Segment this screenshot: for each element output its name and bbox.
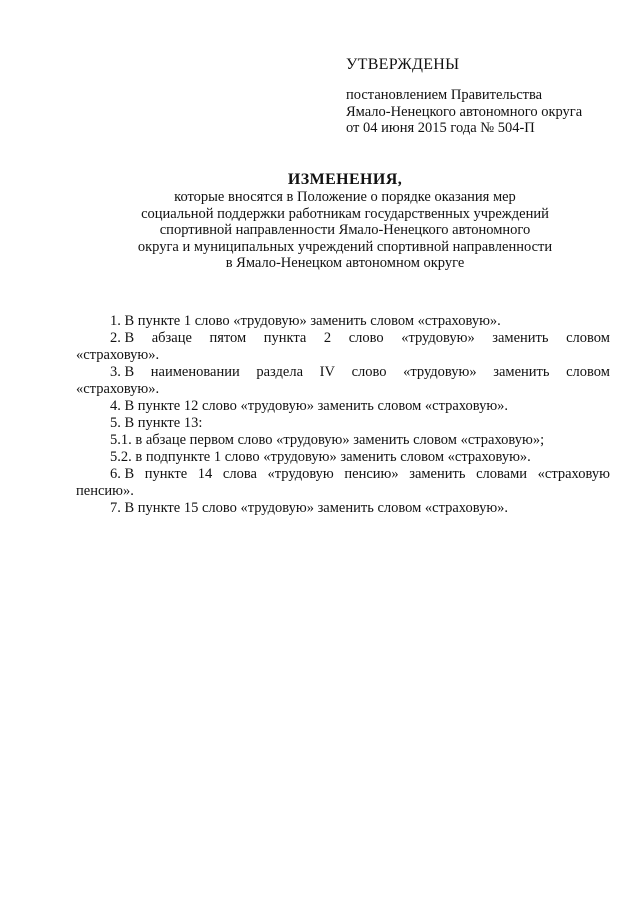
word: заменить — [409, 466, 466, 482]
document-title-block — [60, 170, 630, 272]
amendment-item-4: 4. В пункте 12 слово «трудовую» заменить словом «страховую». — [110, 398, 509, 414]
word: 14 — [197, 466, 213, 482]
amendment-item-2 — [76, 330, 610, 364]
word: словами — [476, 466, 528, 482]
amendment-item-2-continuation: «страховую». — [76, 347, 160, 363]
document-subtitle-line-1: которые вносятся в Положение о порядке оказания мер — [174, 189, 516, 205]
word: «трудовую — [267, 466, 334, 482]
amendment-item-7: 7. В пункте 15 слово «трудовую» заменить словом «страховую». — [110, 500, 509, 516]
document-subtitle-line-3: спортивной направленности Ямало-Ненецкого автономного — [159, 222, 531, 238]
word: 6. В — [110, 466, 135, 482]
amendment-item-6 — [76, 466, 610, 500]
word: 2. В — [110, 330, 135, 346]
word: пункте — [144, 466, 188, 482]
amendment-item-5-1: 5.1. в абзаце первом слово «трудовую» заменить словом «страховую»; — [110, 432, 545, 448]
document-subtitle-line-5: в Ямало-Ненецком автономном округе — [225, 255, 465, 271]
document-title: ИЗМЕНЕНИЯ, — [287, 171, 403, 188]
word: пенсию» — [344, 466, 399, 482]
word: 3. В — [110, 364, 135, 380]
word: абзаце — [151, 330, 192, 346]
approval-line-3: от 04 июня 2015 года № 504-П — [346, 120, 535, 136]
document-subtitle-line-4: округа и муниципальных учреждений спортивной направленности — [137, 238, 553, 255]
approval-heading: УТВЕРЖДЕНЫ — [346, 56, 460, 73]
amendment-item-5: 5. В пункте 13: — [110, 415, 203, 431]
word: «страховую — [537, 466, 610, 482]
word: «трудовую» — [401, 330, 475, 346]
word: слово — [348, 330, 384, 346]
word: пятом — [209, 330, 247, 346]
amendment-item-6-line — [76, 466, 610, 483]
word: наименовании — [150, 364, 240, 380]
word: заменить — [493, 364, 550, 380]
amendment-item-2-line — [76, 330, 610, 347]
amendment-item-3-continuation: «страховую». — [76, 381, 160, 397]
amendment-item-3 — [76, 364, 610, 398]
approval-line-2: Ямало-Ненецкого автономного округа — [346, 103, 583, 120]
document-subtitle-line-2: социальной поддержки работникам государственных учреждений — [141, 205, 549, 222]
word: раздела — [256, 364, 304, 380]
amendment-item-3-line — [76, 364, 610, 381]
approval-line-1: постановлением Правительства — [346, 87, 543, 103]
word: слово — [351, 364, 387, 380]
word: IV — [319, 364, 335, 380]
word: «трудовую» — [403, 364, 477, 380]
word: слова — [222, 466, 257, 482]
amendment-item-6-continuation: пенсию». — [76, 483, 134, 499]
amendment-item-1: 1. В пункте 1 слово «трудовую» заменить словом «страховую». — [110, 313, 501, 329]
approval-block — [346, 54, 626, 137]
word: словом — [566, 364, 610, 380]
word: 2 — [323, 330, 332, 346]
amendment-item-5-2: 5.2. в подпункте 1 слово «трудовую» заменить словом «страховую». — [110, 449, 531, 465]
word: пункта — [263, 330, 307, 346]
word: словом — [566, 330, 610, 346]
amendments-list — [76, 313, 610, 517]
word: заменить — [492, 330, 549, 346]
